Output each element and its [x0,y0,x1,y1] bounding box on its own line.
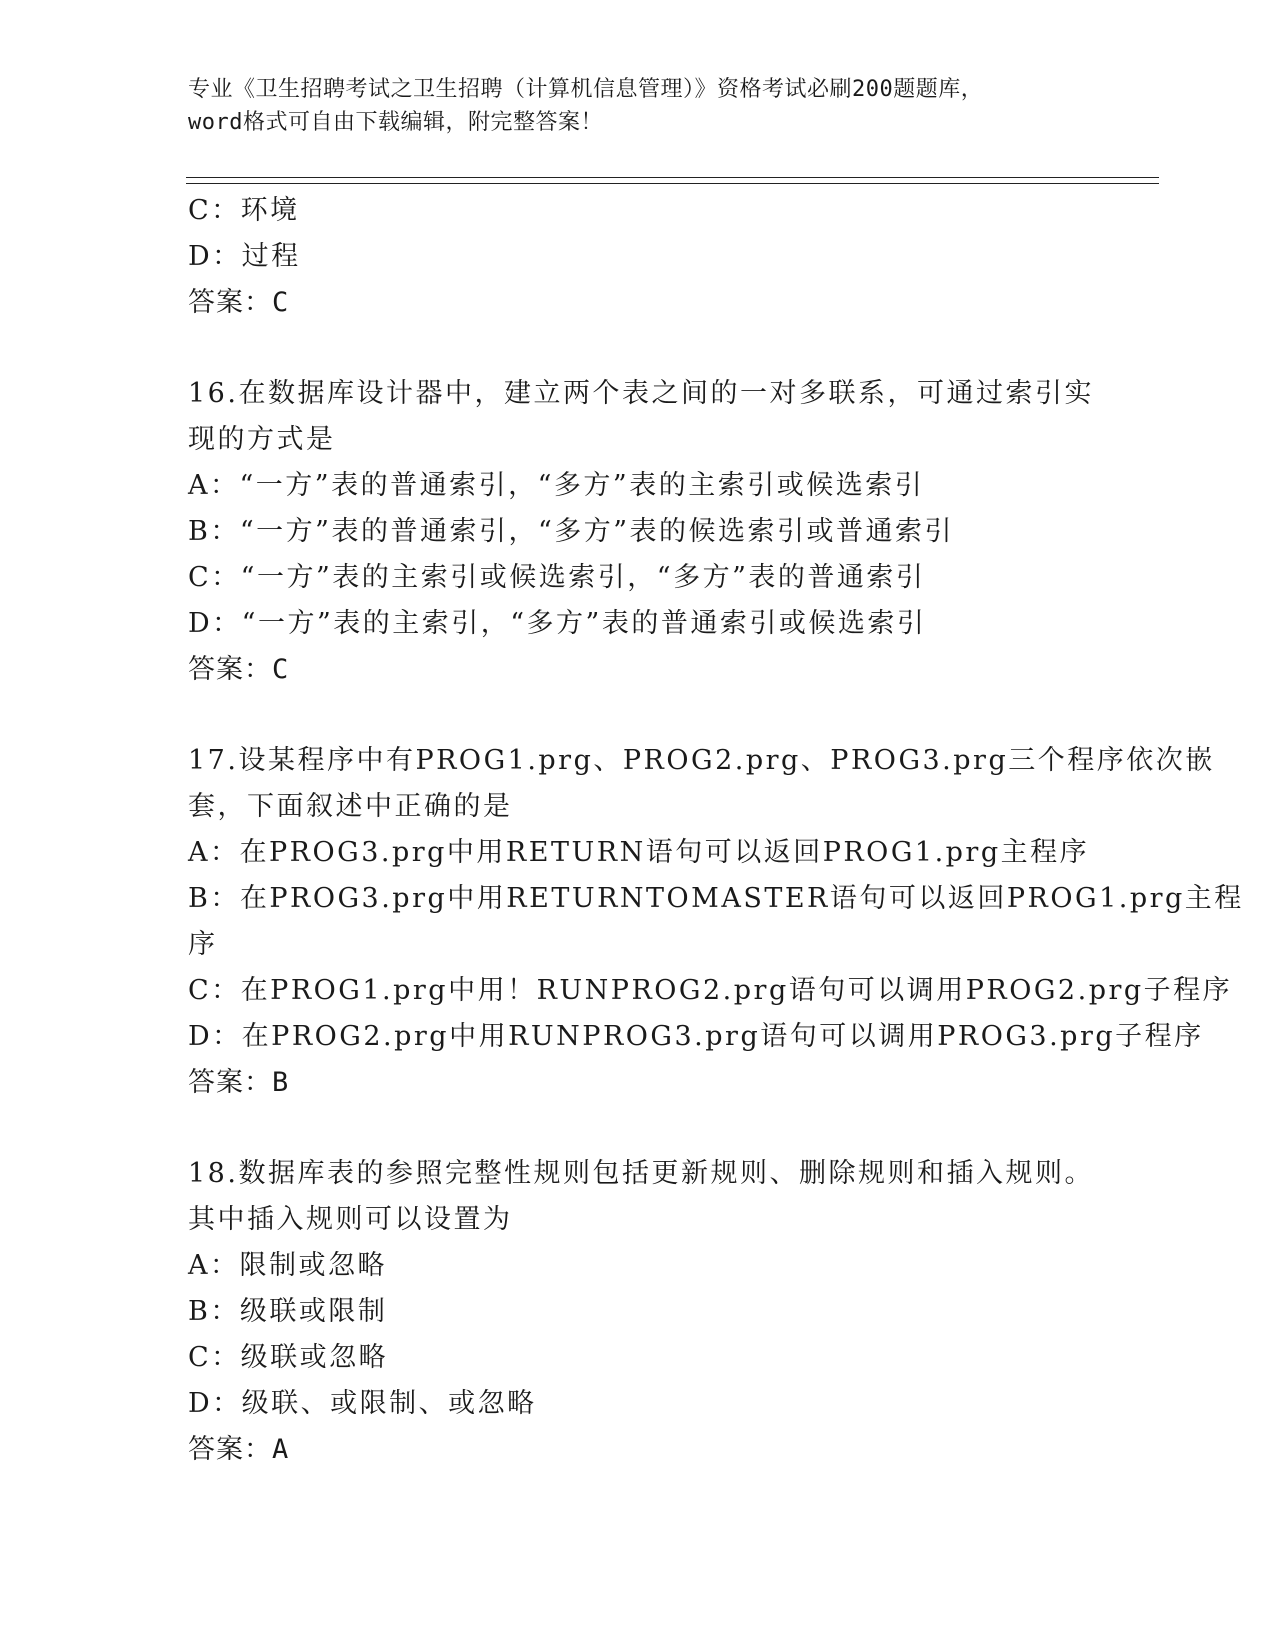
option-a: A：在PROG3.prg中用RETURN语句可以返回PROG1.prg主程序 [188,837,1090,868]
option-c: C：级联或忽略 [188,1342,389,1373]
question-stem: 现的方式是 [188,424,336,455]
spacer [188,1106,1088,1151]
option-d: D：过程 [188,241,301,272]
header-title-line-2: word格式可自由下载编辑，附完整答案！ [188,110,603,135]
option-c: C：“一方”表的主索引或候选索引，“多方”表的普通索引 [188,562,926,593]
question-content [188,188,1244,1473]
option-a: A：限制或忽略 [188,1250,387,1281]
question-stem: 16.在数据库设计器中，建立两个表之间的一对多联系，可通过索引实 [188,378,1094,409]
header-divider-top [186,177,1159,178]
option-d: D：“一方”表的主索引，“多方”表的普通索引或候选索引 [188,608,927,639]
question-stem: 套，下面叙述中正确的是 [188,791,513,822]
answer: 答案：C [188,287,290,318]
header-title-line-1: 专业《卫生招聘考试之卫生招聘（计算机信息管理）》资格考试必刷200题题库， [188,77,984,102]
option-a: A：“一方”表的普通索引，“多方”表的主索引或候选索引 [188,470,925,501]
question-15-tail [188,188,1088,326]
question-stem: 18.数据库表的参照完整性规则包括更新规则、删除规则和插入规则。 [188,1158,1094,1189]
document-header [188,73,1088,139]
option-b-continued: 序 [188,929,218,960]
option-c: C：在PROG1.prg中用！RUNPROG2.prg语句可以调用PROG2.prg子程序 [188,975,1233,1006]
question-16 [188,371,1094,693]
option-d: D：级联、或限制、或忽略 [188,1388,537,1419]
option-c: C：环境 [188,195,300,226]
question-18 [188,1151,1094,1473]
answer: 答案：C [188,654,290,685]
option-b: B：“一方”表的普通索引，“多方”表的候选索引或普通索引 [188,516,955,547]
option-b: B：级联或限制 [188,1296,388,1327]
answer: 答案：B [188,1067,290,1098]
spacer [188,693,1088,738]
question-stem: 17.设某程序中有PROG1.prg、PROG2.prg、PROG3.prg三个程序依次嵌 [188,745,1215,776]
header-divider-bottom [186,183,1159,184]
spacer [188,326,1088,371]
option-b: B：在PROG3.prg中用RETURNTOMASTER语句可以返回PROG1.prg主程 [188,883,1244,914]
option-d: D：在PROG2.prg中用RUNPROG3.prg语句可以调用PROG3.prg子程序 [188,1021,1204,1052]
answer: 答案：A [188,1434,290,1465]
question-stem: 其中插入规则可以设置为 [188,1204,513,1235]
question-17 [188,738,1244,1106]
